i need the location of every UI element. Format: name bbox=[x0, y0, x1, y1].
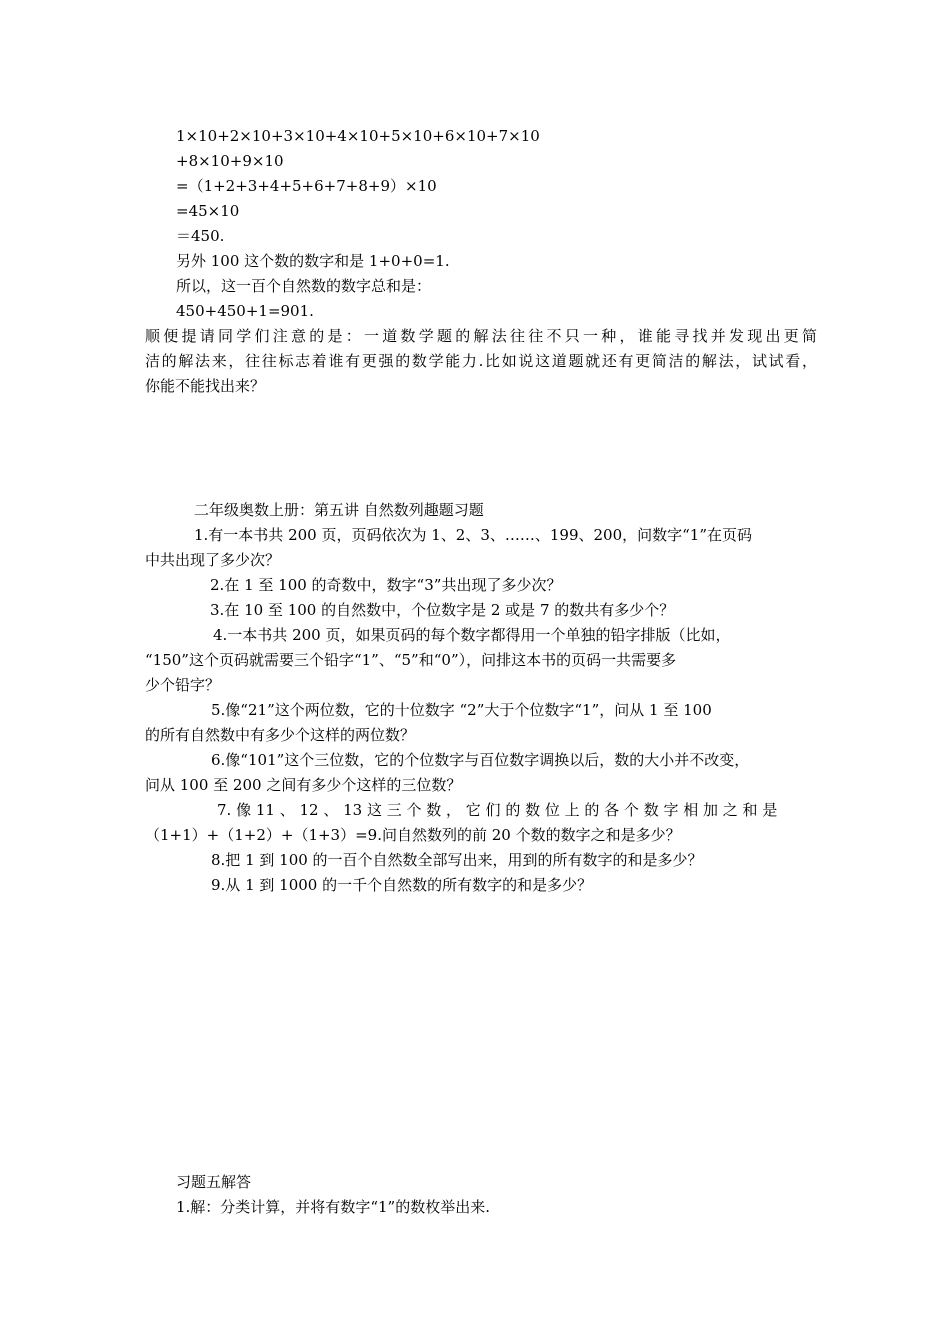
question-line: 中共出现了多少次？ bbox=[145, 551, 281, 569]
question-line: 4.一本书共 200 页，如果页码的每个数字都得用一个单独的铅字排版（比如， bbox=[213, 626, 731, 644]
question-line: （1+1）+（1+2）+（1+3）=9.问自然数列的前 20 个数的数字之和是多少？ bbox=[145, 826, 681, 844]
equation-line: +8×10+9×10 bbox=[176, 152, 284, 170]
question-line: 9.从 1 到 1000 的一千个自然数的所有数字的和是多少？ bbox=[211, 876, 593, 894]
equation-line: =45×10 bbox=[176, 202, 240, 220]
paragraph-line: 洁的解法来，往往标志着谁有更强的数学能力.比如说这道题就还有更简洁的解法，试试看， bbox=[145, 352, 817, 370]
paragraph-line: 你能不能找出来？ bbox=[145, 377, 266, 395]
text-line: 所以，这一百个自然数的数字总和是： bbox=[176, 277, 432, 295]
question-line: “150”这个页码就需要三个铅字“1”、“5”和“0”），问排这本书的页码一共需要多 bbox=[145, 651, 677, 669]
equation-line: ＝450. bbox=[176, 227, 225, 245]
question-line: 2.在 1 至 100 的奇数中，数字“3”共出现了多少次？ bbox=[210, 576, 562, 594]
equation-line: =（1+2+3+4+5+6+7+8+9）×10 bbox=[176, 177, 437, 195]
question-line: 1.有一本书共 200 页，页码依次为 1、2、3、……、199、200，问数字“1”在页码 bbox=[194, 526, 753, 544]
equation-line: 450+450+1=901. bbox=[176, 302, 314, 320]
text-line: 另外 100 这个数的数字和是 1+0+0=1. bbox=[176, 252, 450, 270]
section-title: 二年级奥数上册：第五讲 自然数列趣题习题 bbox=[194, 501, 484, 519]
question-line: 3.在 10 至 100 的自然数中，个位数字是 2 或是 7 的数共有多少个？ bbox=[210, 601, 675, 619]
paragraph-line: 顺便提请同学们注意的是：一道数学题的解法往往不只一种，谁能寻找并发现出更简 bbox=[145, 327, 817, 345]
section-title: 习题五解答 bbox=[176, 1173, 252, 1191]
question-line: 5.像“21”这个两位数，它的十位数字 “2”大于个位数字“1”，问从 1 至 100 bbox=[211, 701, 712, 719]
question-line: 少个铅字？ bbox=[145, 676, 221, 694]
question-line: 的所有自然数中有多少个这样的两位数？ bbox=[145, 726, 416, 744]
equation-line: 1×10+2×10+3×10+4×10+5×10+6×10+7×10 bbox=[176, 127, 540, 145]
question-line: 6.像“101”这个三位数，它的个位数字与百位数字调换以后，数的大小并不改变， bbox=[211, 751, 750, 769]
question-line: 7. 像 11 、 12 、 13 这 三 个 数 ， 它 们 的 数 位 上 的 各 个 数 字 相 加 之 和 是 bbox=[217, 801, 778, 819]
question-line: 问从 100 至 200 之间有多少个这样的三位数？ bbox=[145, 776, 462, 794]
answer-line: 1.解：分类计算，并将有数字“1”的数枚举出来. bbox=[176, 1198, 490, 1216]
question-line: 8.把 1 到 100 的一百个自然数全部写出来，用到的所有数字的和是多少？ bbox=[211, 851, 703, 869]
